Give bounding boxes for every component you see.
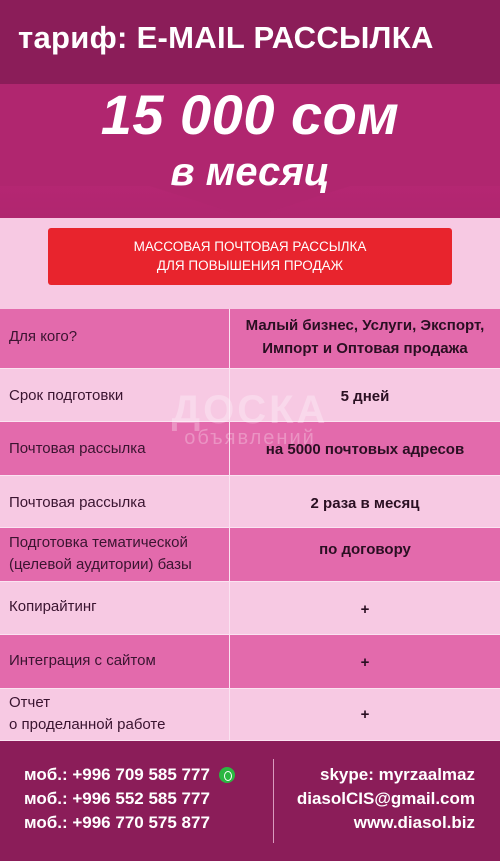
contact-footer <box>0 741 500 861</box>
promo-banner-line2: ДЛЯ ПОВЫШЕНИЯ ПРОДАЖ <box>156 258 344 273</box>
phone-number[interactable]: моб.: +996 709 585 777 <box>24 763 235 787</box>
table-row <box>0 582 500 635</box>
skype-contact[interactable]: skype: myrzaalmaz <box>320 765 475 784</box>
table-row <box>0 476 500 528</box>
row-value: + <box>360 706 370 723</box>
row-label: Срок подготовки <box>9 387 124 404</box>
tariff-title: тариф: E-MAIL РАССЫЛКА <box>18 20 434 55</box>
phone-number[interactable]: моб.: +996 552 585 777 <box>24 789 210 808</box>
row-value: 5 дней <box>340 388 390 405</box>
phone-number[interactable]: моб.: +996 770 575 877 <box>24 813 210 832</box>
table-row <box>0 369 500 422</box>
table-row <box>0 309 500 369</box>
price-amount: 15 000 сом <box>100 83 400 146</box>
watermark-line1: ДОСКА <box>171 388 329 432</box>
website-link[interactable]: www.diasol.biz <box>353 813 475 832</box>
table-row <box>0 422 500 476</box>
row-label: Почтовая рассылка <box>9 440 146 457</box>
row-label: Копирайтинг <box>9 598 97 615</box>
table-row <box>0 635 500 689</box>
row-value: + <box>360 654 370 671</box>
row-label: Для кого? <box>9 328 78 345</box>
email-link[interactable]: diasolCIS@gmail.com <box>296 789 475 808</box>
table-row <box>0 689 500 741</box>
whatsapp-icon <box>219 767 235 783</box>
table-row <box>0 528 500 582</box>
watermark-line2: объявлений <box>184 427 316 449</box>
row-value: + <box>360 601 370 618</box>
promo-banner-line1: МАССОВАЯ ПОЧТОВАЯ РАССЫЛКА <box>133 239 367 254</box>
row-value: на 5000 почтовых адресов <box>265 441 465 458</box>
promo-banner <box>48 228 452 285</box>
row-label: Почтовая рассылка <box>9 494 146 511</box>
price-period: в месяц <box>170 150 330 194</box>
row-value: Малый бизнес, Услуги, Экспорт, Импорт и Оптовая продажа <box>245 317 485 357</box>
row-value: 2 раза в месяц <box>310 495 420 512</box>
row-value: по договору <box>319 541 411 558</box>
row-label: Подготовка тематической (целевой аудитории) базы <box>9 534 192 573</box>
row-label: Отчет о проделанной работе <box>9 694 166 733</box>
row-label: Интеграция с сайтом <box>9 652 156 669</box>
online-contacts <box>297 763 475 835</box>
tariff-table <box>0 309 500 741</box>
footer-divider <box>273 759 274 843</box>
phone-list <box>24 763 235 835</box>
